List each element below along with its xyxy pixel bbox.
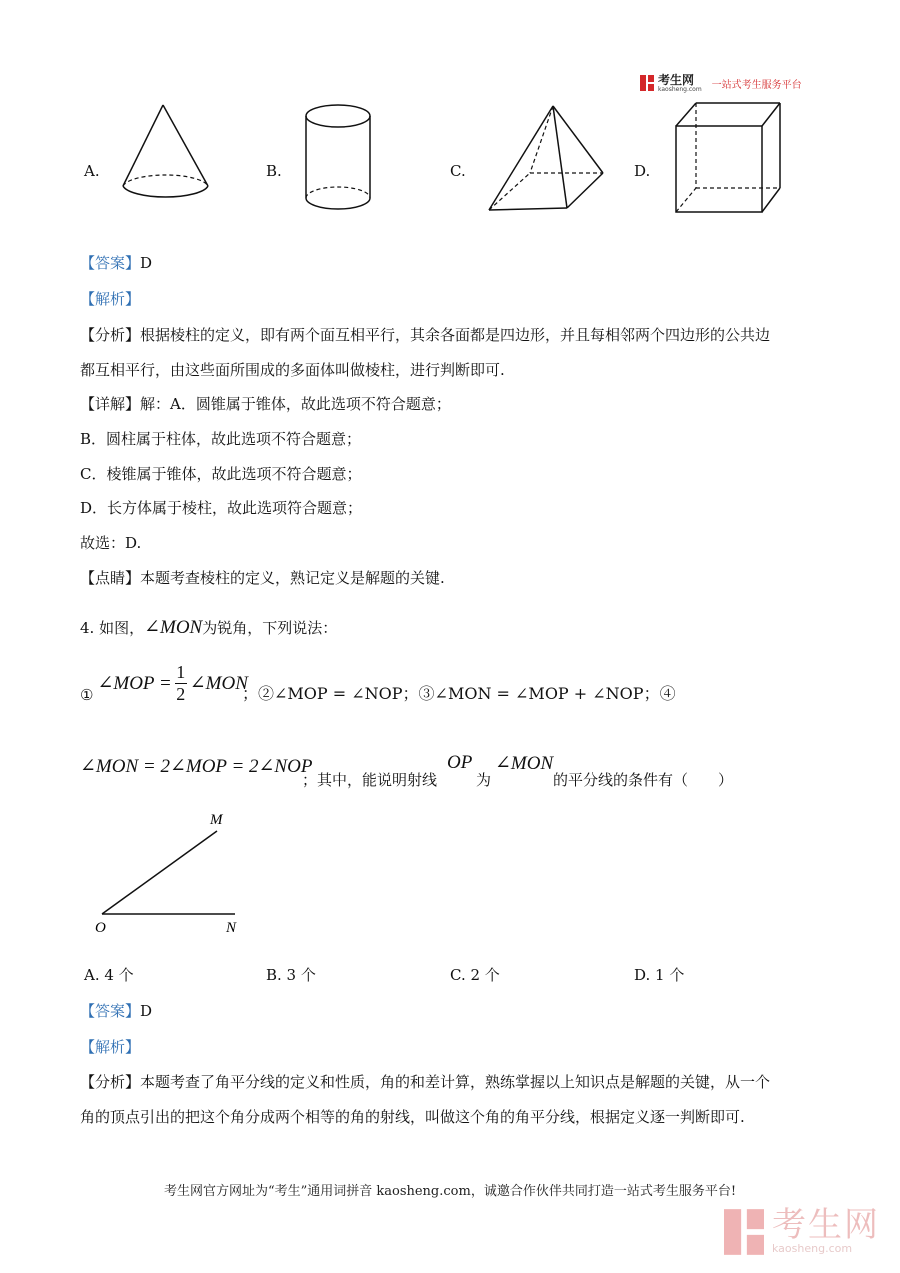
option-label-c: C. bbox=[450, 162, 466, 180]
answer-value: D bbox=[140, 254, 153, 272]
q3-detail-line3: C．棱锥属于锥体，故此选项不符合题意； bbox=[80, 465, 362, 483]
detail-tag: 【详解】 bbox=[80, 395, 141, 413]
label-o: O bbox=[95, 920, 106, 936]
q4-tail2: 为 bbox=[476, 771, 492, 789]
q4-tail4: 的平分线的条件有（ ） bbox=[553, 771, 734, 789]
q3-fenxi-line2: 都互相平行，由这些面所围成的多面体叫做棱柱，进行判断即可. bbox=[80, 361, 505, 379]
q3-dianjing bbox=[80, 568, 445, 588]
q4-tail3: ∠MON bbox=[495, 753, 554, 774]
fenxi-tag: 【分析】 bbox=[80, 326, 141, 344]
q4-angle-mon: ∠MON bbox=[144, 617, 203, 638]
q4-fenxi-line2: 角的顶点引出的把这个角分成两个相等的角的射线，叫做这个角的角平分线，根据定义逐一判断即可. bbox=[80, 1108, 745, 1126]
fenxi-tag: 【分析】 bbox=[80, 1073, 141, 1091]
cone-figure bbox=[115, 100, 215, 215]
q3-detail-line4: D．长方体属于棱柱，故此选项符合题意； bbox=[80, 499, 363, 517]
q4-option-b: B. 3 个 bbox=[266, 966, 316, 984]
analysis-tag: 【解析】 bbox=[80, 1038, 141, 1056]
watermark bbox=[724, 1205, 880, 1255]
fenxi-text: 本题考查了角平分线的定义和性质，角的和差计算，熟练掌握以上知识点是解题的关键，从一个 bbox=[140, 1073, 771, 1091]
option-label-b: B. bbox=[266, 162, 282, 180]
q4-stem bbox=[80, 618, 337, 638]
option-label-d: D. bbox=[634, 162, 651, 180]
q4-option-d: D. 1 个 bbox=[634, 966, 685, 984]
frac-num: 1 bbox=[176, 662, 186, 682]
fenxi-text: 根据棱柱的定义，即有两个面互相平行，其余各面都是四边形，并且每相邻两个四边形的公共边 bbox=[140, 326, 771, 344]
q4-prefix: 4. 如图， bbox=[80, 619, 145, 637]
q4-tail1: ；其中，能说明射线 bbox=[302, 771, 438, 789]
q4-fenxi-line1 bbox=[80, 1072, 770, 1092]
q3-detail-line2: B．圆柱属于柱体，故此选项不符合题意； bbox=[80, 430, 362, 448]
header-logo bbox=[640, 72, 802, 94]
frac-den: 2 bbox=[176, 684, 186, 704]
q4-suffix: 为锐角，下列说法： bbox=[202, 619, 338, 637]
label-m: M bbox=[210, 812, 223, 828]
cuboid-figure bbox=[670, 98, 785, 218]
q4-condition-2-3: ；②∠MOP = ∠NOP；③∠MON = ∠MOP + ∠NOP；④ bbox=[242, 684, 676, 703]
answer-value: D bbox=[140, 1002, 153, 1020]
logo-name: 考生网 bbox=[658, 72, 695, 87]
q4-condition-4 bbox=[80, 755, 312, 778]
watermark-name: 考生网 bbox=[772, 1205, 880, 1245]
logo-slogan: 一站式考生服务平台 bbox=[711, 79, 802, 91]
watermark-domain: kaosheng.com bbox=[772, 1242, 853, 1255]
q4-condition-1 bbox=[80, 662, 248, 705]
q4-answer bbox=[80, 1001, 152, 1021]
kaosheng-logo-icon bbox=[640, 75, 654, 91]
q4-option-c: C. 2 个 bbox=[450, 966, 500, 984]
footer-text: 考生网官方网址为“考生”通用词拼音 kaosheng.com，诚邀合作伙伴共同打造一站式考生服务平台! bbox=[163, 1184, 737, 1199]
dianjing-tag: 【点睛】 bbox=[80, 569, 141, 587]
q4-op: OP bbox=[447, 752, 473, 773]
q4-option-a: A. 4 个 bbox=[84, 966, 134, 984]
c1-left: ∠MOP = bbox=[97, 673, 172, 694]
c1-num: ① bbox=[80, 685, 94, 704]
q3-detail-line1 bbox=[80, 394, 451, 414]
c1-fraction bbox=[175, 662, 187, 705]
watermark-logo-icon bbox=[724, 1209, 764, 1255]
q3-fenxi-line1 bbox=[80, 325, 770, 345]
pyramid-figure bbox=[485, 100, 610, 220]
label-n: N bbox=[226, 920, 237, 936]
answer-tag: 【答案】 bbox=[80, 254, 141, 272]
c4-formula: ∠MON = 2∠MOP = 2∠NOP bbox=[80, 756, 313, 777]
answer-tag: 【答案】 bbox=[80, 1002, 141, 1020]
cylinder-figure bbox=[300, 100, 380, 220]
logo-domain: kaosheng.com bbox=[658, 85, 702, 93]
q3-choose: 故选：D. bbox=[80, 534, 142, 552]
dianjing-text: 本题考查棱柱的定义，熟记定义是解题的关键. bbox=[140, 569, 445, 587]
analysis-tag: 【解析】 bbox=[80, 290, 141, 308]
angle-figure bbox=[92, 808, 252, 938]
detail-text: 解：A．圆锥属于锥体，故此选项不符合题意； bbox=[140, 395, 451, 413]
c1-right: ∠MON bbox=[189, 673, 248, 694]
q3-answer bbox=[80, 253, 152, 273]
option-label-a: A. bbox=[84, 162, 100, 180]
